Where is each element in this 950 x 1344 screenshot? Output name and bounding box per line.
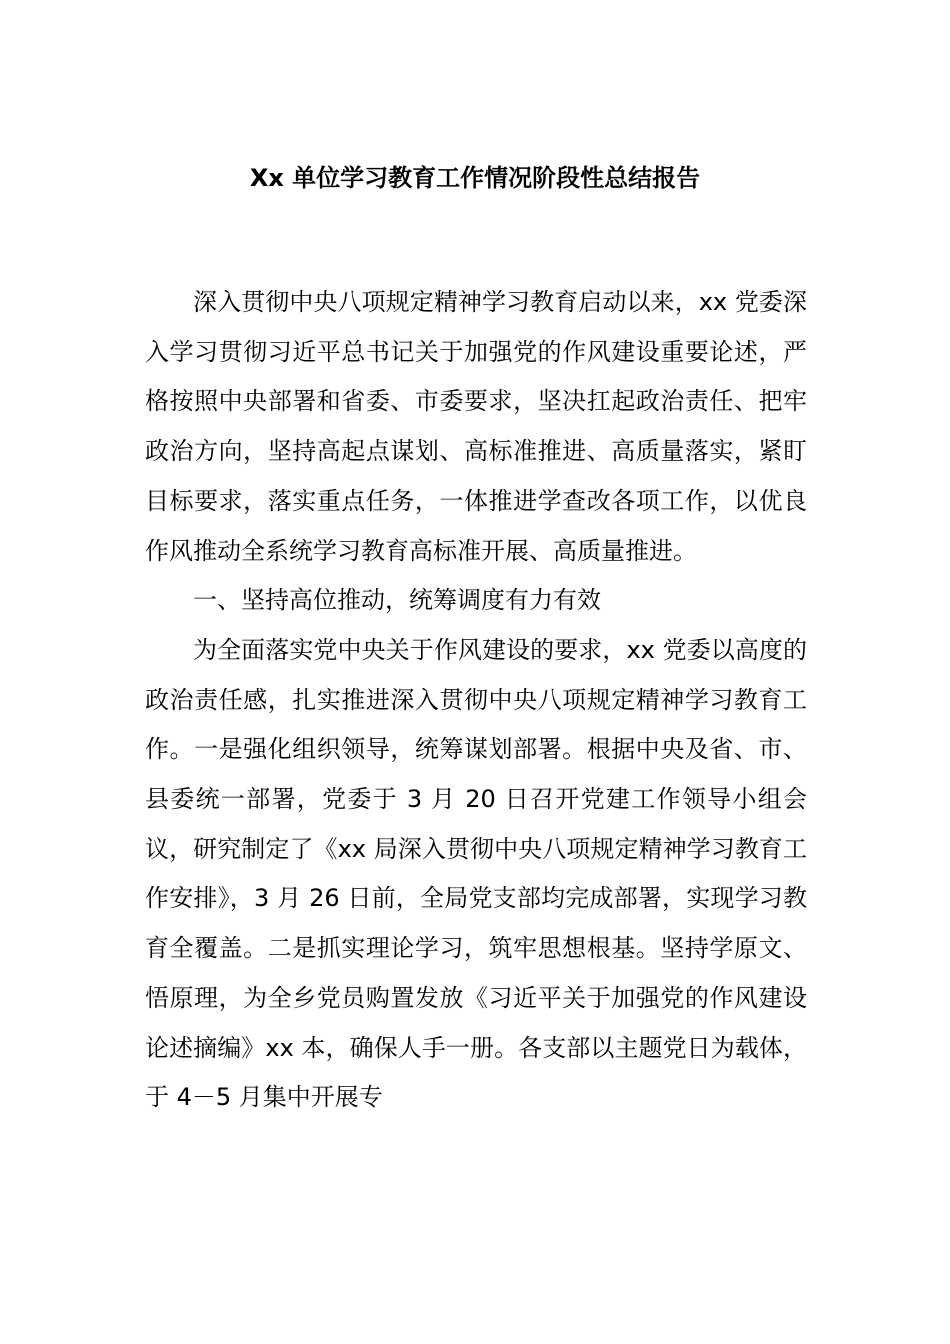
document-title: Xx 单位学习教育工作情况阶段性总结报告 — [249, 164, 701, 192]
document-body — [145, 278, 807, 1123]
intro-paragraph: 深入贯彻中央八项规定精神学习教育启动以来，xx 党委深入学习贯彻习近平总书记关于加强党的作风建设重要论述，严格按照中央部署和省委、市委要求，坚决扛起政治责任、把牢政治方向，坚持高起点谋划、高标准推进、高质量落实，紧盯目标要求，落实重点任务，一体推进学查改各项工作，以优良作风推动全系统学习教育高标准开展、高质量推进。 — [145, 288, 807, 565]
section-heading-1: 一、坚持高位推动，统筹调度有力有效 — [193, 586, 601, 615]
section-1-paragraph: 为全面落实党中央关于作风建设的要求，xx 党委以高度的政治责任感，扎实推进深入贯彻中央八项规定精神学习教育工作。一是强化组织领导，统筹谋划部署。根据中央及省、市、县委统一部署，党委于 3 月 20 日召开党建工作领导小组会议，研究制定了《xx 局深入贯彻中央八项规定精神学习教育工作安排》，3 月 26 日前，全局党支部均完成部署，实现学习教育全覆盖。二是抓实理论学习，筑牢思想根基。坚持学原文、悟原理，为全乡党员购置发放《习近平关于加强党的作风建设论述摘编》xx 本，确保人手一册。各支部以主题党日为载体，于 4－5 月集中开展专 — [145, 635, 807, 1112]
